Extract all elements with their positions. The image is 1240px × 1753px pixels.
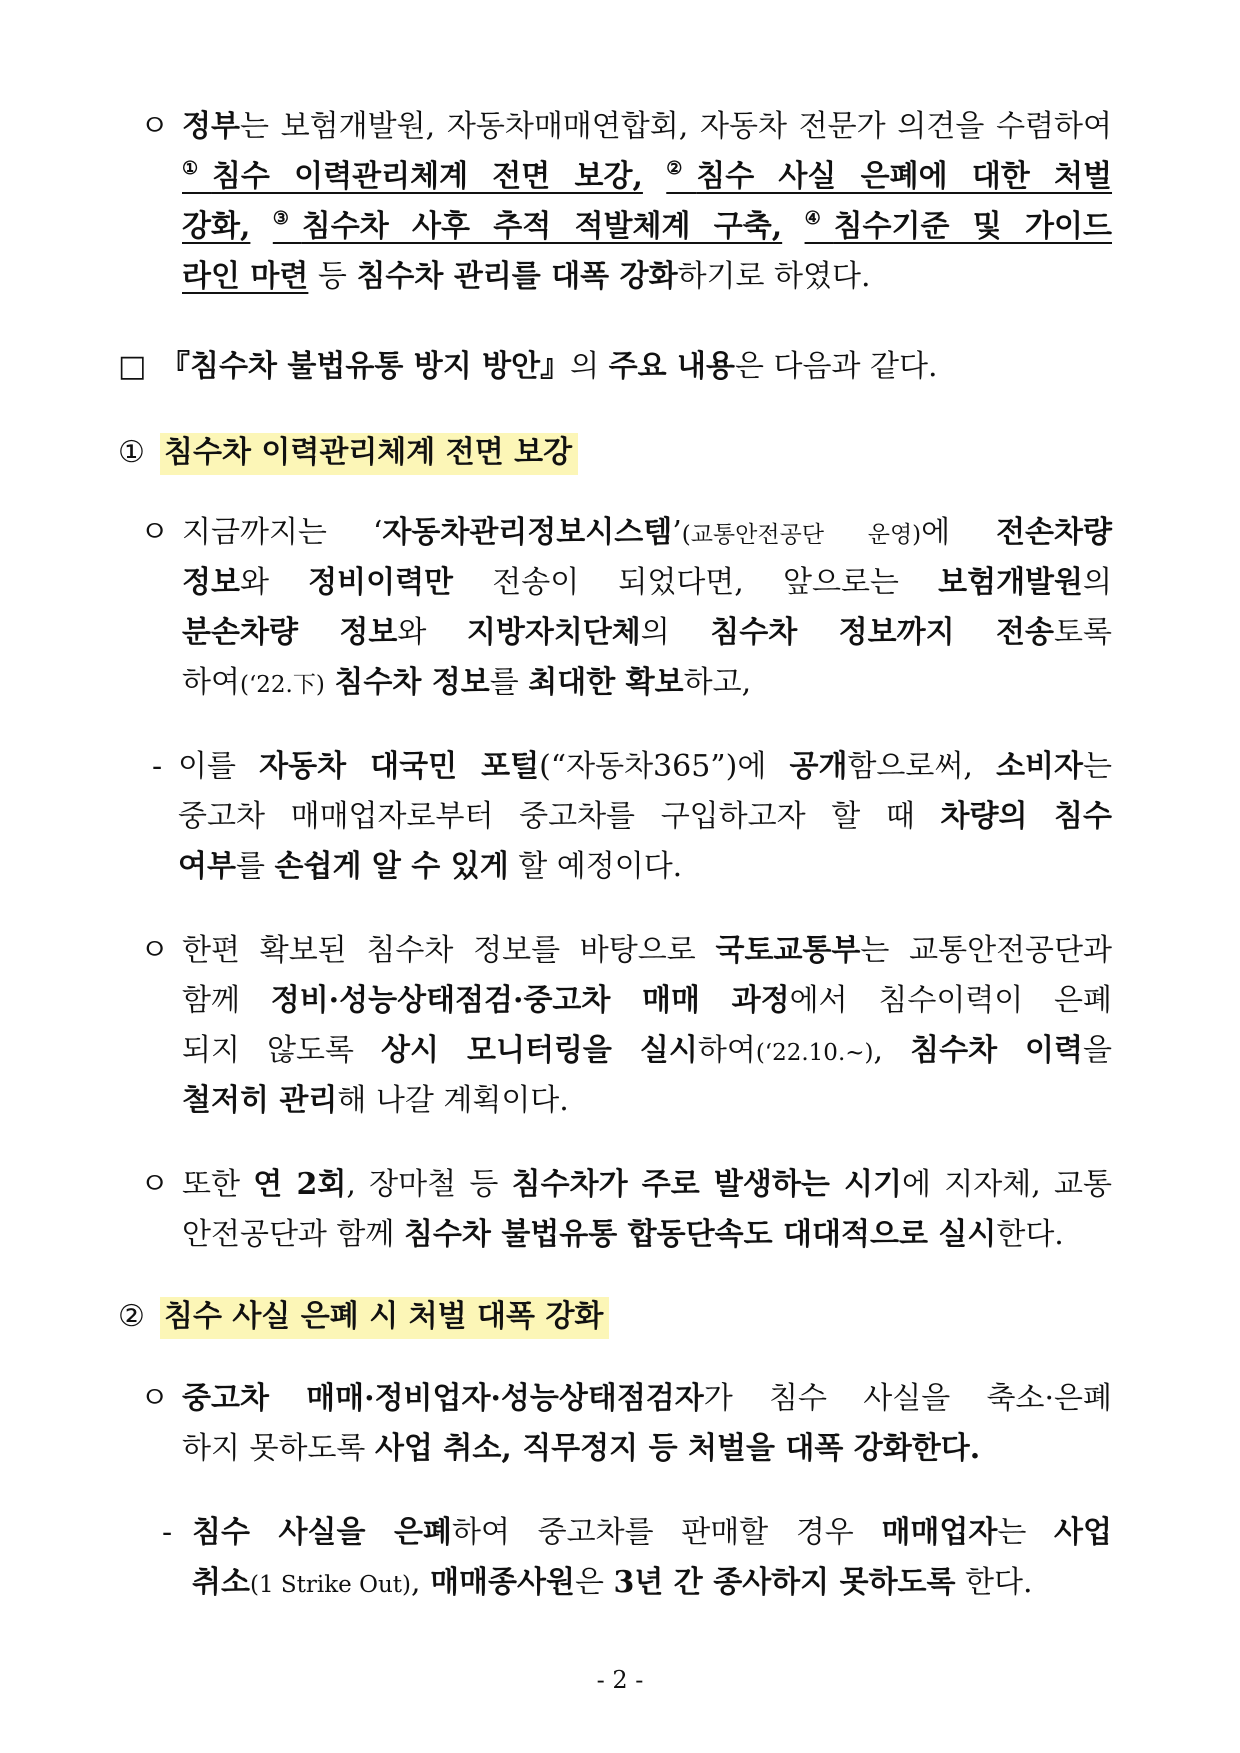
section-1-title: 침수차 이력관리체계 전면 보강 — [160, 433, 578, 475]
bullet-marker: ㅇ — [140, 1167, 169, 1202]
s1p4-line-2: 안전공단과 함께 침수차 불법유통 합동단속도 대대적으로 실시한다. — [182, 1217, 1064, 1252]
dash-marker: - — [162, 1515, 173, 1550]
intro-line-3: 강화, ③침수차 사후 추적 적발체계 구축, ④침수기준 및 가이드 — [182, 208, 1112, 244]
bullet-marker: ㅇ — [140, 109, 169, 144]
s2p1-line-1: 중고차 매매·정비업자·성능상태점검자가 침수 사실을 축소·은폐 — [182, 1381, 1112, 1416]
s1p4-line-1: 또한 연 2회, 장마철 등 침수차가 주로 발생하는 시기에 지자체, 교통 — [182, 1167, 1113, 1202]
section-2-number: ② — [118, 1299, 145, 1334]
bullet-marker: ㅇ — [140, 1381, 169, 1416]
s1p1-line-4: 하여(‘22.下) 침수차 정보를 최대한 확보하고, — [182, 665, 752, 700]
s2p1-line-2: 하지 못하도록 사업 취소, 직무정지 등 처벌을 대폭 강화한다. — [182, 1431, 981, 1466]
summary-text: 『침수차 불법유통 방지 방안』의 주요 내용은 다음과 같다. — [160, 349, 938, 384]
intro-line-2: ①침수 이력관리체계 전면 보강, ②침수 사실 은폐에 대한 처벌 — [182, 158, 1113, 194]
bullet-marker: ㅇ — [140, 515, 169, 550]
s1p3-line-2: 함께 정비·성능상태점검·중고차 매매 과정에서 침수이력이 은폐 — [182, 983, 1112, 1018]
s1p2-line-1: 이를 자동차 대국민 포털(“자동차365”)에 공개함으로써, 소비자는 — [178, 749, 1112, 784]
s1p1-line-1: 지금까지는 ‘자동차관리정보시스템’(교통안전공단 운영)에 전손차량 — [182, 515, 1112, 550]
s1p1-line-2: 정보와 정비이력만 전송이 되었다면, 앞으로는 보험개발원의 — [182, 565, 1112, 600]
intro-line-4: 라인 마련 등 침수차 관리를 대폭 강화하기로 하였다. — [182, 259, 871, 294]
s2p2-line-2: 취소(1 Strike Out), 매매종사원은 3년 간 종사하지 못하도록 한다. — [192, 1565, 1033, 1600]
page-number: - 2 - — [596, 1666, 644, 1694]
s1p2-line-3: 여부를 손쉽게 알 수 있게 할 예정이다. — [178, 849, 683, 884]
dash-marker: - — [152, 749, 163, 784]
section-2-title: 침수 사실 은폐 시 처벌 대폭 강화 — [160, 1297, 609, 1339]
s1p3-line-4: 철저히 관리해 나갈 계획이다. — [182, 1083, 569, 1118]
s1p3-line-3: 되지 않도록 상시 모니터링을 실시하여(‘22.10.~), 침수차 이력을 — [182, 1033, 1112, 1068]
s1p1-line-3: 분손차량 정보와 지방자치단체의 침수차 정보까지 전송토록 — [182, 615, 1112, 650]
s1p3-line-1: 한편 확보된 침수차 정보를 바탕으로 국토교통부는 교통안전공단과 — [182, 933, 1112, 968]
checkbox-marker: □ — [118, 349, 147, 384]
section-1-number: ① — [118, 435, 145, 470]
s2p2-line-1: 침수 사실을 은폐하여 중고차를 판매할 경우 매매업자는 사업 — [192, 1515, 1112, 1550]
bullet-marker: ㅇ — [140, 933, 169, 968]
intro-line-1: 정부는 보험개발원, 자동차매매연합회, 자동차 전문가 의견을 수렴하여 — [182, 109, 1112, 144]
s1p2-line-2: 중고차 매매업자로부터 중고차를 구입하고자 할 때 차량의 침수 — [178, 799, 1112, 834]
